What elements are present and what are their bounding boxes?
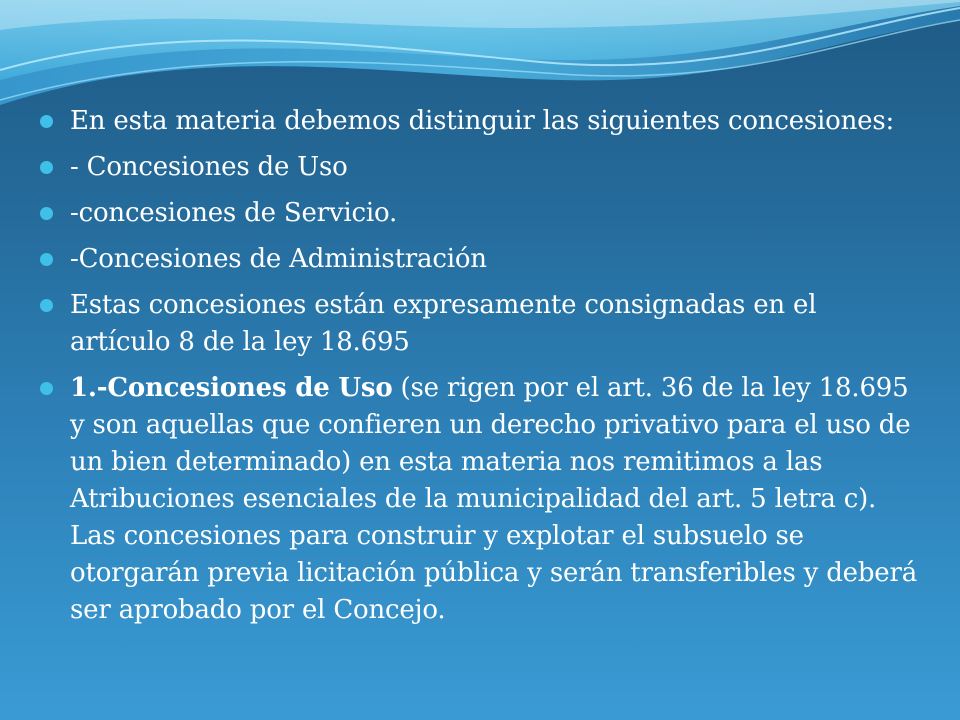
bullet-dot-icon xyxy=(40,207,53,220)
bullet-text: Estas concesiones están expresamente consignadas en el artículo 8 de la ley 18.695 xyxy=(70,290,817,357)
wave-decoration xyxy=(0,0,960,115)
bullet-text: En esta materia debemos distinguir las siguientes concesiones: xyxy=(70,106,895,136)
bullet-dot-icon xyxy=(40,299,53,312)
bullet-dot-icon xyxy=(40,382,53,395)
bullet-dot-icon xyxy=(40,161,53,174)
bullet-item xyxy=(40,195,920,232)
bullet-dot-icon xyxy=(40,253,53,266)
bullet-bold-heading: 1.-Concesiones de Uso xyxy=(70,373,393,403)
bullet-item xyxy=(40,103,920,140)
bullet-text: (se rigen por el art. 36 de la ley 18.695 y son aquellas que confieren un derecho privativo para el uso de un bien determinado) en esta materia nos remitimos a las Atribuciones esenciales de la municipalidad del art. 5 letra c). Las concesiones para construir y explotar el subsuelo se otorgarán previa licitación pública y serán transferibles y deberá ser aprobado por el Concejo. xyxy=(70,373,918,625)
bullet-text: -Concesiones de Administración xyxy=(70,244,487,274)
bullet-list xyxy=(40,103,920,638)
bullet-item xyxy=(40,287,920,361)
bullet-text: -concesiones de Servicio. xyxy=(70,198,398,228)
bullet-item xyxy=(40,370,920,629)
bullet-item xyxy=(40,149,920,186)
bullet-dot-icon xyxy=(40,115,53,128)
bullet-item xyxy=(40,241,920,278)
bullet-text: - Concesiones de Uso xyxy=(70,152,348,182)
